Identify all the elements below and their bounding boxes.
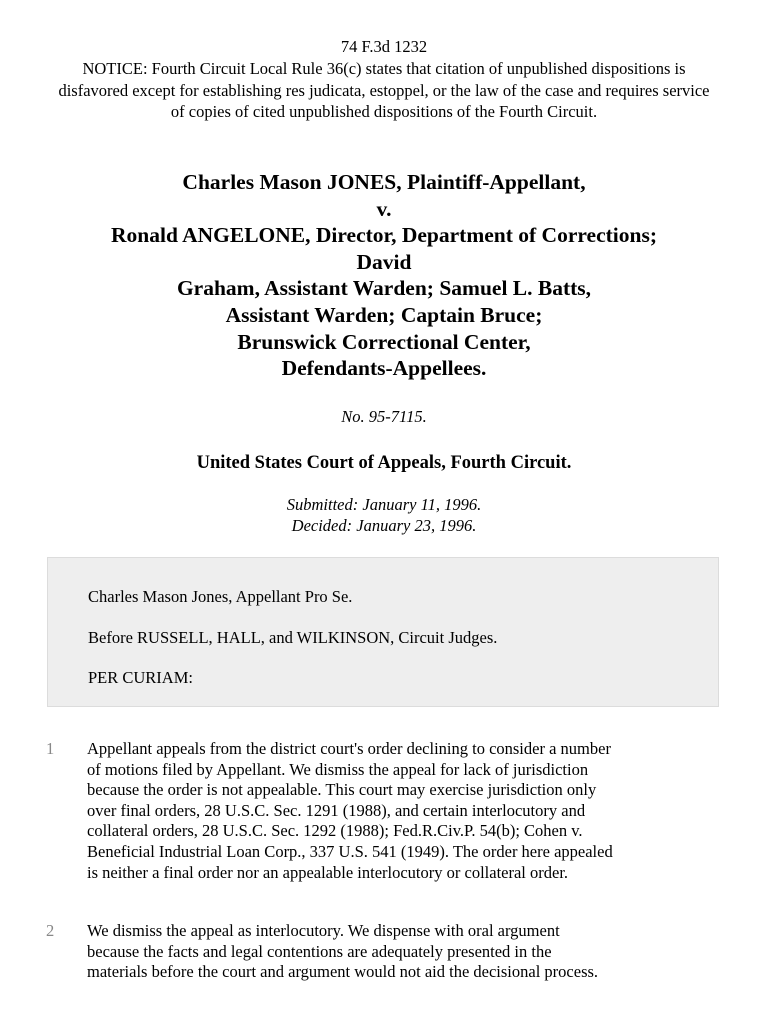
citation: 74 F.3d 1232 bbox=[340, 37, 428, 56]
case-caption bbox=[0, 169, 768, 382]
caption-line: Graham, Assistant Warden; Samuel L. Batts, bbox=[176, 276, 592, 301]
caption-line: v. bbox=[376, 196, 392, 221]
caption-line: David bbox=[356, 249, 412, 274]
decision-dates bbox=[0, 494, 768, 536]
docket-number: No. 95-7115. bbox=[341, 407, 427, 426]
decided-date: Decided: January 23, 1996. bbox=[291, 516, 477, 535]
caption-line: Charles Mason JONES, Plaintiff-Appellant, bbox=[182, 170, 586, 194]
paragraph-line: is neither a final order nor an appealable interlocutory or collateral order. bbox=[87, 862, 569, 882]
panel-line: Before RUSSELL, HALL, and WILKINSON, Circuit Judges. bbox=[88, 628, 498, 647]
paragraph-line: of motions filed by Appellant. We dismiss the appeal for lack of jurisdiction bbox=[87, 759, 589, 779]
counsel-line: Charles Mason Jones, Appellant Pro Se. bbox=[88, 587, 353, 606]
paragraph-line: collateral orders, 28 U.S.C. Sec. 1292 (1988); Fed.R.Civ.P. 54(b); Cohen v. bbox=[87, 821, 583, 841]
paragraph-line: materials before the court and argument would not aid the decisional process. bbox=[87, 962, 599, 982]
per-curiam-line: PER CURIAM: bbox=[88, 668, 193, 687]
paragraph-line: because the facts and legal contentions are adequately presented in the bbox=[87, 941, 552, 961]
paragraph-number: 1 bbox=[46, 739, 55, 758]
prelims-box bbox=[47, 557, 719, 707]
paragraph-line: Beneficial Industrial Loan Corp., 337 U.S. 541 (1949). The order here appealed bbox=[87, 841, 613, 861]
paragraph-line: We dismiss the appeal as interlocutory. We dispense with oral argument bbox=[87, 921, 560, 940]
paragraph-text bbox=[87, 921, 737, 983]
court-name: United States Court of Appeals, Fourth Circuit. bbox=[196, 453, 572, 473]
paragraph-line: because the order is not appealable. This court may exercise jurisdiction only bbox=[87, 780, 597, 800]
submitted-date: Submitted: January 11, 1996. bbox=[286, 495, 482, 514]
caption-line: Brunswick Correctional Center, bbox=[237, 329, 531, 354]
paragraph-line: Appellant appeals from the district court's order declining to consider a number bbox=[87, 739, 611, 758]
caption-line: Defendants-Appellees. bbox=[281, 356, 487, 381]
paragraph-text bbox=[87, 739, 737, 883]
caption-line: Ronald ANGELONE, Director, Department of Corrections; bbox=[110, 223, 657, 248]
caption-line: Assistant Warden; Captain Bruce; bbox=[225, 302, 543, 327]
paragraph-line: over final orders, 28 U.S.C. Sec. 1291 (1988), and certain interlocutory and bbox=[87, 800, 586, 820]
paragraph-number: 2 bbox=[46, 921, 55, 940]
unpublished-notice: NOTICE: Fourth Circuit Local Rule 36(c) states that citation of unpublished dispositions is disfavored except for establishing res judicata, estoppel, or the law of the case and requires service of copies of cited unpublished dispositions of the Fourth Circuit. bbox=[58, 59, 710, 121]
